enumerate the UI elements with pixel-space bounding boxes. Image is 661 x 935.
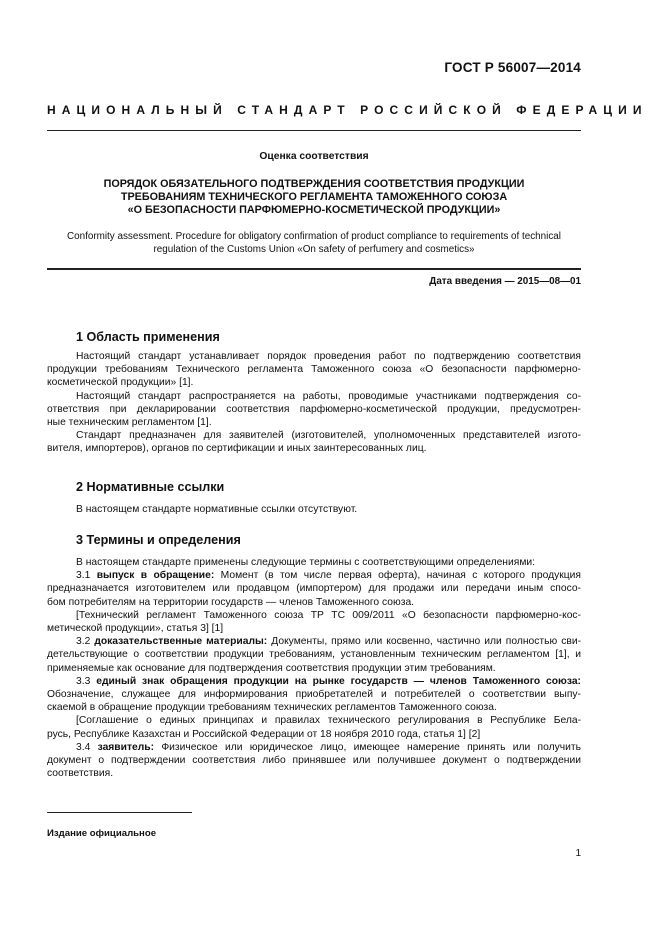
text-line: Обозначение, служащее для информирования приобретателей и потребителей о соответствии выпу- — [47, 689, 581, 701]
source-line: [Соглашение о единых принципах и правилах технического регулирования в Республике Бела- — [76, 715, 581, 727]
term-definition: Документы, прямо или косвенно, частично или полностью сви- — [271, 636, 581, 648]
english-title-line: regulation of the Customs Union «On safety of perfumery and cosmetics» — [153, 244, 475, 255]
section-1-body — [47, 350, 581, 456]
term-3-2-line — [47, 635, 581, 648]
text-line: соответствия. — [47, 768, 114, 780]
section-2-body — [47, 503, 581, 516]
main-title-line: «О БЕЗОПАСНОСТИ ПАРФЮМЕРНО-КОСМЕТИЧЕСКОЙ ПРОДУКЦИИ» — [127, 204, 501, 216]
title-divider — [47, 268, 581, 270]
source-line: метической продукции», статья 3] [1] — [47, 623, 224, 635]
term-3-1-line — [47, 569, 581, 582]
term-number: 3.1 — [76, 570, 91, 582]
text-line: применяемые как основание для подтверждения соответствия продукции этим требованиям. — [47, 662, 496, 674]
term-number: 3.3 — [76, 675, 91, 687]
english-title-line: Conformity assessment. Procedure for obligatory confirmation of product compliance to requirements of technical — [67, 231, 561, 242]
term-number: 3.2 — [76, 636, 91, 648]
text-line: продукции требованиям Технического регламента Таможенного союза «О безопасности парфюмерно- — [47, 364, 581, 376]
standard-number: ГОСТ Р 56007—2014 — [444, 60, 581, 75]
page-number: 1 — [575, 848, 581, 859]
group-title: Оценка соответствия — [259, 151, 369, 162]
text-line: В настоящем стандарте нормативные ссылки отсутствуют. — [76, 504, 358, 515]
english-title — [47, 230, 581, 256]
term-name: доказательственные материалы: — [94, 636, 268, 648]
term-3-3-line — [47, 675, 581, 688]
main-title-line: ТРЕБОВАНИЯМ ТЕХНИЧЕСКОГО РЕГЛАМЕНТА ТАМОЖЕННОГО СОЮЗА — [120, 191, 508, 203]
section-3-heading: 3 Термины и определения — [76, 533, 241, 547]
national-standard-heading: НАЦИОНАЛЬНЫЙ СТАНДАРТ РОССИЙСКОЙ ФЕДЕРАЦИИ — [47, 103, 648, 117]
text-line: бом потребителям на территории государств — членов Таможенного союза. — [47, 596, 415, 608]
source-line: [Технический регламент Таможенного союза ТР ТС 009/2011 «О безопасности парфюмерно-кос- — [76, 609, 581, 621]
text-line: скаемой в обращение продукции требованиям технических регламентов Таможенного союза. — [47, 702, 497, 714]
term-3-4-line — [47, 741, 581, 754]
term-definition: Физическое или юридическое лицо, имеющее намерение принять или получить — [161, 741, 581, 753]
header-divider — [47, 130, 581, 131]
term-name: заявитель: — [97, 741, 155, 753]
text-line: Настоящий стандарт устанавливает порядок проведения работ по подтверждению соответствия — [76, 351, 581, 362]
main-title-line: ПОРЯДОК ОБЯЗАТЕЛЬНОГО ПОДТВЕРЖДЕНИЯ СООТВЕТСТВИЯ ПРОДУКЦИИ — [103, 178, 525, 190]
text-line: Настоящий стандарт распространяется на работы, проводимые участниками подтверждения со- — [76, 390, 581, 402]
section-3-body — [47, 556, 581, 780]
text-line: документ о подтверждении соответствия либо принявшее или получившее документ о подтверждении — [47, 755, 581, 767]
official-edition-label: Издание официальное — [47, 828, 157, 839]
text-line: детельствующие о соответствии продукции требованиям, установленным техническим регламентом [1], и — [47, 649, 581, 661]
term-name: выпуск в обращение: — [96, 570, 215, 582]
text-line: В настоящем стандарте применены следующие термины с соответствующими определениями: — [76, 557, 536, 568]
source-line: русь, Республике Казахстан и Российской Федерации от 18 ноября 2010 года, статья 1] [2] — [47, 728, 481, 740]
section-2-heading: 2 Нормативные ссылки — [76, 480, 225, 494]
text-line: ные техническим регламентом [1]. — [47, 417, 212, 429]
text-line: Стандарт предназначен для заявителей (изготовителей, уполномоченных представителей изгото- — [76, 430, 581, 442]
term-definition: Момент (в том числе первая оферта), начиная с которого продукция — [220, 570, 581, 582]
term-name: единый знак обращения продукции на рынке государств — членов Таможенного союза: — [96, 675, 581, 687]
text-line: вителя, импортеров), органов по сертификации и иных заинтересованных лиц. — [47, 443, 427, 455]
main-title — [47, 178, 581, 217]
text-line: косметической продукции» [1]. — [47, 377, 194, 389]
text-line: предназначается изготовителем или продавцом (импортером) для продажи или передачи иным спосо- — [47, 583, 581, 595]
text-line: ответствия при декларировании соответствия парфюмерно-косметической продукции, предусмотрен- — [47, 403, 581, 415]
footer-divider — [47, 812, 192, 813]
section-1-heading: 1 Область применения — [76, 330, 220, 344]
term-number: 3.4 — [76, 741, 91, 753]
introduction-date: Дата введения — 2015—08—01 — [429, 276, 581, 287]
